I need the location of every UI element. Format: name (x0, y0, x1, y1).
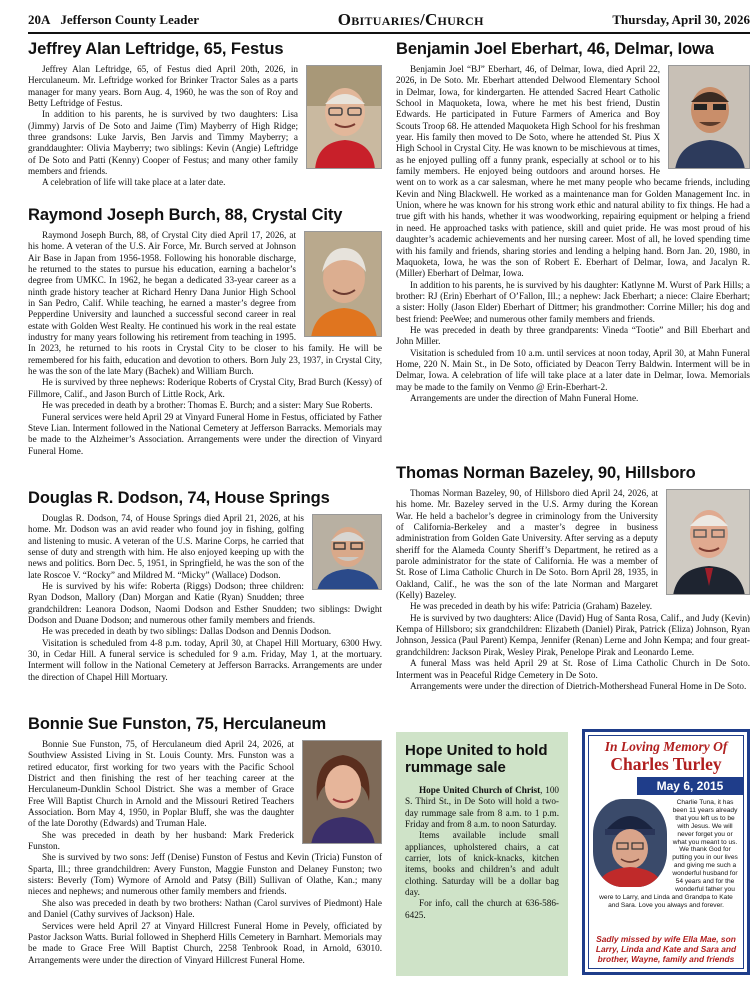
obit-body (28, 513, 382, 683)
obit-paragraph: A funeral Mass was held April 29 at St. Rose of Lima Catholic Church in De Soto. Interment was in Peaceful Ridge Cemetery in De Soto. (396, 658, 750, 680)
obit-paragraph: He was preceded in death by two siblings: Dallas Dodson and Dennis Dodson. (42, 626, 332, 637)
publication-name: Jefferson County Leader (60, 12, 200, 27)
church-notice-paragraph: Items available include small appliances, upholstered chairs, a cat carrier, lots of knick-knacks, kitchen items, books and children’s and adult clothing. Saturday will be a dollar bag day. (405, 830, 559, 898)
obit-paragraph: Raymond Joseph Burch, 88, of Crystal City died April 17, 2026, at his home. A veteran of the U.S. Air Force, Mr. Burch served at Johnson Air Base in Japan from 1956-1958. Following his honorable discharge, he returned to the states to pursue his education, earning a bachelor’s degree from UMKC. In 1962, he began a dedicated 33-year career as a ninth grade history teacher at Richard Henry Dana Junior High School in San Pedro, Calif. While teaching, he earned a master’s degree from Pepperdine University and launched a successful second career in real estate with Golden West Realty. He continued his work in the real estate industry for many years following his retirement from teaching in 1995. In 2023, he returned to his roots in Crystal City to be closer to his family. He will be remembered for his faith, education and devotion to others. Born July 23, 1937, in Crystal City, he was the son of the late Mary (Bachek) and William Burch. (28, 230, 382, 377)
header-rule (28, 32, 750, 34)
obit-paragraph: In addition to his parents, he is survived by two daughters: Lisa (Jimmy) Jarvis of De Soto and Jaime (Tim) Mayberry of High Ridge; three grandsons: Luke Jarvis, Ben Jarvis and Timmy Mayberry; a granddaughter: Olivia Mayberry; two siblings: Kevin (Angie) Leftridge of De Soto and Patti (Kenny) Cooper of Festus; and many other family members and friends. (28, 109, 298, 177)
obit-paragraph: Arrangements are under the direction of Mahn Funeral Home. (410, 392, 639, 403)
church-notice-text: , 100 S. Third St., in De Soto will hold a two-day rummage sale from 8 a.m. to 1 p.m. Friday and from 8 a.m. to noon Saturday. (405, 785, 559, 830)
church-name: Hope United Church of Christ (419, 785, 541, 795)
obit-paragraph: He was preceded in death by three grandparents: Vineda “Tootie” and Bill Eberhart and John Miller. (396, 324, 750, 347)
obit-headline: Douglas R. Dodson, 74, House Springs (28, 489, 330, 507)
obit-paragraph: He was preceded in death by a brother: Thomas E. Burch; and a sister: Mary Sue Roberts. (42, 400, 373, 411)
section-title: Obituaries/Church (337, 10, 484, 29)
church-notice-paragraph (405, 785, 559, 830)
obit-paragraph: He is survived by two daughters: Alice (David) Hug of Santa Rosa, Calif., and Judy (Kevin) Kempa of Hillsboro; six grandchildren: Elizabeth (Daniel) Pirak, Patrick (Eliza) Johnson, Ryan Johnson, Jessica (Paul Parent) Kempa, Jennifer (Renan) Lerne and John Kempa; and four great-grandchildren: Jackson Pirak, Wesley Pirak, Penelope Pirak and Leonardo Leme. (396, 612, 750, 657)
obit-paragraph: Visitation is scheduled from 10 a.m. until services at noon today, April 30, at Mahn Funeral Home, 220 N. Main St., in De Soto, officiated by Deacon Terry Baldwin. Interment will be in Delmar, Iowa. A celebration of life will take place at a later date in Delmar, Iowa. Memorials may be made to the family on Venmo @ Erin-Eberhart-2. (396, 347, 750, 392)
obit-paragraph: He is survived by his wife: Roberta (Riggs) Dodson; three children: Ryan Dodson, Mallory (Dan) Morgan and Katie (Ryan) Snudden; three grandchildren: Leanora Dodson, Naomi Dodson and Esther Snudden; two siblings: Dwight Dodson and Duane Dodson; and numerous other family members and friends. (28, 581, 382, 626)
portrait-photo (304, 231, 382, 337)
obit-headline: Bonnie Sue Funston, 75, Herculaneum (28, 715, 327, 733)
page-number: 20A (28, 12, 51, 27)
memorial-date: May 6, 2015 (637, 777, 743, 795)
obit-eberhart (396, 38, 750, 462)
obit-bazeley (396, 462, 750, 692)
obit-paragraph: Douglas R. Dodson, 74, of House Springs died April 21, 2026, at his home. Mr. Dodson was an avid reader who found joy in fishing, golfing and listening to music. A veteran of the U.S. Marine Corps, he carried that sense of duty and strength with him. He also enjoyed keeping up with the news and politics. Born Dec. 5, 1951, in Springfield, he was the son of the late Roscoe V. “Rocky” and Mildred M. “Micky” (Wallace) Dodson. (28, 513, 304, 580)
obit-body (28, 230, 382, 457)
portrait-photo (666, 489, 750, 595)
memorial-title: In Loving Memory Of (604, 739, 728, 754)
obit-dodson (28, 487, 382, 713)
obit-body (28, 739, 382, 966)
portrait-photo (312, 514, 382, 590)
portrait-photo (668, 65, 750, 169)
obit-paragraph: She was preceded in death by her husband: Mark Frederick Funston. (28, 829, 294, 852)
portrait-photo (302, 740, 382, 844)
obit-paragraph: Bonnie Sue Funston, 75, of Herculaneum died April 24, 2026, at Southview Assisted Living in St. Louis County. Mrs. Funston was a retired educator, first working for two years with the Pacific School District and then finishing the rest of her teaching career at the Herculaneum-Dunklin School District. She was a member of Grace Free Will Baptist Church in Arnold and the Missouri Retired Teachers Association. Born May 4, 1950, in Poplar Bluff, she was the daughter of the late Dorothy (Edwards) and Truman Hale. (28, 739, 294, 829)
obit-body (396, 488, 750, 692)
memorial-name: Charles Turley (610, 754, 722, 774)
obit-paragraph: Arrangements were under the direction of Dietrich-Mothershead Funeral Home in De Soto. (410, 680, 747, 691)
obit-headline: Raymond Joseph Burch, 88, Crystal City (28, 206, 343, 224)
memorial-footer: Sadly missed by wife Ella Mae, son Larry, Linda and Kate and Sara and brother, Wayne, family and friends (595, 934, 737, 964)
obit-paragraph: In addition to his parents, he is survived by his daughter: Katlynne M. Wurst of Park Hills; a brother: RJ (Erin) Eberhart of O’Fallon, Ill.; a nephew: Jack Eberhart; a niece: Claire Eberhart; a sister: Holly (Jason Elder) Eberhart of Dittmer; his grandmother: Corrine Miller; his dog and best friend: PeeWee; and numerous other family members and friends. (396, 279, 750, 324)
issue-date: Thursday, April 30, 2026 (612, 12, 750, 27)
obit-paragraph: A celebration of life will take place at a later date. (42, 177, 226, 188)
church-notice-body (405, 785, 559, 921)
obit-leftridge (28, 38, 382, 204)
memorial-ad-inner (588, 735, 744, 969)
obit-paragraph: Benjamin Joel “BJ” Eberhart, 46, of Delmar, Iowa, died April 22, 2026, in De Soto. Mr. Eberhart attended Delwood Elementary School in Delmar, Iowa, for kindergarten. He attended Sacred Heart Catholic School in Maquoketa, Iowa, where he met his best friend, Dustin Edwards. He participated in Future Farmers of America and Boy Scouts Troop 68. He attended Maquoketa High School for his freshman year. His family then moved to De Soto, where he attended St. Pius X High School in Crystal City. He was known to be mischievous at times, as he enjoyed pulling off a funny prank, especially at school or to his family members. He enjoyed being outdoors and around horses. He went on to work as a car salesman, where he met many people who became friends, including Kevin and Ning Blackwell. He worked as a maintenance man for Golden Management Inc. in Union, where he was known for his strong work ethic and natural ability to fix things. He had a true gift with his hands, whether it was woodworking, repairing equipment or helping a friend in need. He approached tasks with patience, skill and quiet pride. He was most proud of his daughter’s academic achievements and her nursing career. Most of all, he loved spending time with his family and friends, sharing stories and lending a helping hand. Born Jan. 20, 1980, in Maquoketa, Iowa, he was the son of Robert E. Eberhart of Delmar, Iowa, and Jacalyn R. (Miller) Eberhart of Delmar, Iowa. (396, 64, 750, 279)
church-notice-box (396, 732, 568, 976)
obit-paragraph: Thomas Norman Bazeley, 90, of Hillsboro died April 24, 2026, at his home. Mr. Bazeley served in the U.S. Army during the Korean War. He held a bachelor’s degree in criminology from the University of California-Berkeley and a master’s degree in business administration from Golden Gate University. After serving as a deputy sheriff for the Alameda County Sheriff’s Department, he retired as a parole administrator for the state of California. He was a member of St. Rose of Lima Catholic Church in De Soto. Born April 28, 1935, in Oakland, Calif., he was the son of the late Norman and Margaret (Kelly) Bazeley. (396, 488, 658, 601)
church-notice-title: Hope United to hold rummage sale (405, 742, 548, 776)
memorial-photo (593, 799, 667, 887)
obit-paragraph: She is survived by two sons: Jeff (Denise) Funston of Festus and Kevin (Tricia) Funston of Sparta, Ill.; three grandchildren: Avery Funston, Maggie Funston and Delaney Funston; two sisters: Beverly (Tom) Wymore of Arnold and Patsy (Bill) Sullivan of Olathe, Kan.; many nieces and nephews; and numerous other family members and friends. (28, 852, 382, 897)
obit-headline: Thomas Norman Bazeley, 90, Hillsboro (396, 464, 696, 482)
obit-headline: Jeffrey Alan Leftridge, 65, Festus (28, 40, 284, 58)
church-notice-paragraph: For info, call the church at 636-586-6425. (405, 898, 559, 920)
obit-paragraph: Jeffrey Alan Leftridge, 65, of Festus died April 20th, 2026, in Herculaneum. Mr. Leftridge worked for Brinker Tractor Sales as a parts manager for many years. Born Aug. 4, 1960, he was the son of Roy and Betty Leftridge of Festus. (28, 64, 298, 109)
obit-paragraph: He is survived by three nephews: Roderique Roberts of Crystal City, Brad Burch (Kessy) of Fillmore, Calif., and Jason Burch of Little Rock, Ark. (28, 377, 382, 399)
obit-paragraph: Services were held April 27 at Vinyard Hillcrest Funeral Home in Pevely, officiated by Pastor Jackson Watts. Burial followed in Shepherd Hills Cemetery in Barnhart. Memorials may be made to Grace Free Will Baptist Church, 2258 Tenbrook Road, in Arnold, 63010. Arrangements were under the direction of Vinyard Hillcrest Funeral Home. (28, 920, 382, 965)
obit-funston (28, 713, 382, 966)
obit-headline: Benjamin Joel Eberhart, 46, Delmar, Iowa (396, 40, 714, 58)
left-column (28, 38, 382, 966)
masthead-left (28, 12, 209, 28)
memorial-ad (582, 729, 750, 975)
right-column (396, 38, 750, 692)
obit-paragraph: She also was preceded in death by two brothers: Nathan (Carol survives of Piedmont) Hale and Daniel (Cathy survives of Jackson) Hale. (28, 897, 382, 920)
obit-paragraph: He was preceded in death by his wife: Patricia (Graham) Bazeley. (410, 601, 653, 612)
obit-body (28, 64, 382, 189)
portrait-photo (306, 65, 382, 169)
masthead (28, 10, 750, 30)
obit-paragraph: Funeral services were held April 29 at Vinyard Funeral Home in Festus, officiated by Father Steve Lian. Interment followed in the National Cemetery at Jefferson Barracks. Memorials may be made to the Alzheimer’s Association. Arrangements were under the direction of Vinyard Funeral Home. (28, 411, 382, 456)
obit-paragraph: Visitation is scheduled from 4-8 p.m. today, April 30, at Chapel Hill Mortuary, 6300 Hwy. 30, in Cedar Hill. A funeral service is scheduled for 9 a.m. Friday, May 1, at the mortuary. Interment will follow in the National Cemetery at Jefferson Barracks. Arrangements are under the direction of Chapel Hill Mortuary. (28, 637, 382, 682)
memorial-message: Charlie Tuna, it has been 11 years already that you left us to be with Jesus. We will never forget you or what you meant to us. We thank God for putting you in our lives and giving me such a wonderful husband for 54 years and for the wonderful father you were to Larry, and Linda and Grandpa to Kate and Sara. Love you always and forever. (599, 799, 738, 909)
obit-burch (28, 204, 382, 487)
obit-body (396, 64, 750, 404)
